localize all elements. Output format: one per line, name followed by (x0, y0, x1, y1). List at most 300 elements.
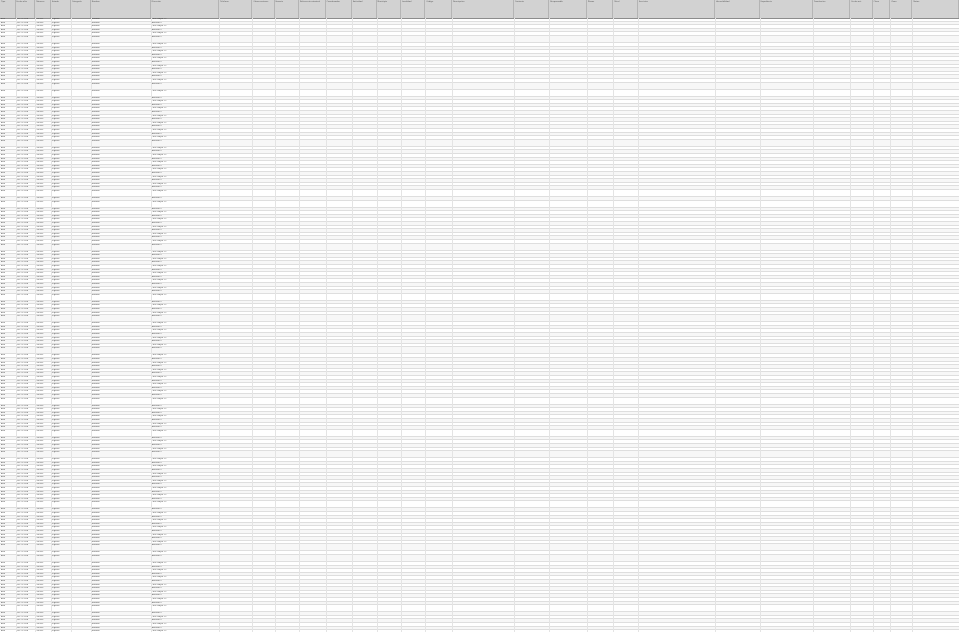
table-cell[interactable]: 36-001 (36, 397, 44, 400)
table-cell[interactable]: Calle Mayor 12 (151, 57, 167, 60)
table-cell[interactable]: Alta (1, 436, 5, 439)
table-cell[interactable]: Avenida 3 (151, 68, 162, 71)
table-cell[interactable]: Alta (1, 562, 5, 564)
table-cell[interactable]: Alta (1, 343, 5, 346)
table-cell[interactable]: Nombre (91, 96, 100, 99)
column-header[interactable]: Número (35, 0, 51, 18)
table-cell[interactable]: Avenida 3 (151, 372, 162, 375)
table-cell[interactable]: 2017-12-06 (16, 82, 29, 85)
table-cell[interactable]: 36-002 (36, 21, 44, 24)
table-cell[interactable]: Avenida 3 (151, 275, 162, 278)
table-cell[interactable]: 36-002 (36, 508, 44, 511)
table-cell[interactable]: 36-001 (36, 540, 44, 543)
table-cell[interactable]: Calle Mayor 12 (151, 583, 167, 586)
table-cell[interactable]: 2017-12-06 (16, 394, 29, 396)
table-cell[interactable]: 36-002 (36, 619, 44, 622)
table-cell[interactable]: 2017-12-06 (16, 415, 29, 418)
table-cell[interactable]: Alta (1, 114, 5, 117)
table-cell[interactable]: 36-002 (36, 333, 44, 335)
column-header[interactable]: Fecha alta (16, 0, 36, 18)
table-cell[interactable]: Alta (1, 222, 5, 224)
table-cell[interactable]: Alta (1, 146, 5, 149)
table-cell[interactable]: Nombre (91, 408, 100, 411)
table-cell[interactable]: Avenida 3 (151, 451, 162, 454)
table-cell[interactable]: 36-002 (36, 197, 44, 199)
table-cell[interactable]: Nombre (91, 422, 100, 425)
table-cell[interactable]: Vigente (51, 587, 60, 590)
table-cell[interactable]: Nombre (91, 211, 100, 214)
table-cell[interactable]: Nombre (91, 444, 100, 446)
table-cell[interactable]: Vigente (51, 390, 60, 393)
table-cell[interactable]: Alta (1, 279, 5, 282)
table-cell[interactable]: Alta (1, 125, 5, 128)
table-cell[interactable]: Nombre (91, 587, 100, 590)
table-cell[interactable]: 36-002 (36, 261, 44, 264)
table-cell[interactable]: Alta (1, 111, 5, 113)
table-cell[interactable]: Vigente (51, 304, 60, 307)
table-cell[interactable]: Calle Mayor 12 (151, 200, 167, 203)
table-cell[interactable]: Alta (1, 590, 5, 593)
table-cell[interactable]: Avenida 3 (151, 214, 162, 217)
table-cell[interactable]: Calle Mayor 12 (151, 569, 167, 572)
table-cell[interactable]: Vigente (51, 132, 60, 135)
table-cell[interactable]: Vigente (51, 490, 60, 493)
table-cell[interactable]: Avenida 3 (151, 103, 162, 106)
table-cell[interactable]: Vigente (51, 565, 60, 568)
table-cell[interactable]: Nombre (91, 283, 100, 285)
table-cell[interactable]: 36-002 (36, 386, 44, 389)
table-cell[interactable]: Vigente (51, 254, 60, 257)
table-cell[interactable]: Alta (1, 376, 5, 378)
table-cell[interactable]: Nombre (91, 440, 100, 443)
table-cell[interactable]: Alta (1, 300, 5, 303)
table-cell[interactable]: Nombre (91, 240, 100, 242)
table-cell[interactable]: Alta (1, 179, 5, 182)
table-cell[interactable]: Vigente (51, 508, 60, 511)
table-cell[interactable]: Alta (1, 404, 5, 407)
table-cell[interactable]: Avenida 3 (151, 254, 162, 257)
column-header[interactable]: Tramitación (813, 0, 851, 18)
column-header[interactable]: Observaciones (252, 0, 274, 18)
table-cell[interactable]: 2017-12-06 (16, 544, 29, 547)
table-cell[interactable]: Nombre (91, 354, 100, 357)
table-cell[interactable]: Calle Mayor 12 (151, 225, 167, 228)
table-cell[interactable]: Calle Mayor 12 (151, 322, 167, 325)
table-cell[interactable]: 2017-12-06 (16, 630, 29, 632)
table-cell[interactable]: Calle Mayor 12 (151, 422, 167, 425)
table-cell[interactable]: Vigente (51, 526, 60, 529)
table-cell[interactable]: 2017-12-06 (16, 197, 29, 199)
table-cell[interactable]: 36-001 (36, 415, 44, 418)
table-cell[interactable]: 2017-12-06 (16, 483, 29, 486)
table-cell[interactable]: Vigente (51, 257, 60, 260)
table-cell[interactable]: 36-002 (36, 268, 44, 271)
table-cell[interactable]: Nombre (91, 544, 100, 547)
table-cell[interactable]: Alta (1, 623, 5, 625)
table-cell[interactable]: Vigente (51, 576, 60, 579)
table-cell[interactable]: Calle Mayor 12 (151, 343, 167, 346)
table-cell[interactable]: Alta (1, 587, 5, 590)
table-cell[interactable]: 2017-12-06 (16, 562, 29, 564)
table-cell[interactable]: 36-002 (36, 411, 44, 414)
table-cell[interactable]: 2017-12-06 (16, 583, 29, 586)
table-cell[interactable]: 2017-12-06 (16, 32, 29, 35)
table-cell[interactable]: Calle Mayor 12 (151, 265, 167, 267)
table-cell[interactable]: Alta (1, 354, 5, 357)
table-cell[interactable]: Vigente (51, 630, 60, 632)
table-cell[interactable]: 2017-12-06 (16, 279, 29, 282)
table-cell[interactable]: 36-001 (36, 64, 44, 67)
table-cell[interactable]: Vigente (51, 32, 60, 35)
table-cell[interactable]: Alta (1, 583, 5, 586)
table-cell[interactable]: 36-001 (36, 211, 44, 214)
table-cell[interactable]: Nombre (91, 61, 100, 63)
table-cell[interactable]: Alta (1, 411, 5, 414)
table-cell[interactable]: Avenida 3 (151, 555, 162, 557)
table-row[interactable] (0, 451, 959, 458)
table-cell[interactable]: Alta (1, 333, 5, 335)
table-cell[interactable]: Vigente (51, 293, 60, 296)
table-cell[interactable]: Vigente (51, 440, 60, 443)
table-cell[interactable]: 36-002 (36, 436, 44, 439)
table-cell[interactable]: Nombre (91, 25, 100, 28)
table-cell[interactable]: Nombre (91, 322, 100, 325)
table-cell[interactable]: Vigente (51, 18, 60, 20)
table-cell[interactable]: Alta (1, 103, 5, 106)
table-cell[interactable]: Vigente (51, 21, 60, 24)
table-cell[interactable]: Alta (1, 379, 5, 382)
table-cell[interactable]: 36-001 (36, 336, 44, 339)
table-cell[interactable]: Nombre (91, 623, 100, 625)
table-cell[interactable]: 36-002 (36, 358, 44, 360)
table-cell[interactable]: 36-002 (36, 243, 44, 246)
table-cell[interactable]: 2017-12-06 (16, 100, 29, 103)
table-cell[interactable]: 2017-12-06 (16, 429, 29, 432)
table-cell[interactable]: Nombre (91, 290, 100, 293)
table-cell[interactable]: Avenida 3 (151, 394, 162, 396)
table-cell[interactable]: 36-001 (36, 100, 44, 103)
table-cell[interactable]: 2017-12-06 (16, 315, 29, 318)
table-cell[interactable]: Alta (1, 229, 5, 232)
table-cell[interactable]: Vigente (51, 472, 60, 475)
table-cell[interactable]: Calle Mayor 12 (151, 354, 167, 357)
table-cell[interactable]: Nombre (91, 179, 100, 182)
table-cell[interactable]: 2017-12-06 (16, 154, 29, 156)
table-cell[interactable]: 2017-12-06 (16, 497, 29, 500)
table-cell[interactable]: Alta (1, 501, 5, 504)
table-cell[interactable]: 2017-12-06 (16, 422, 29, 425)
table-cell[interactable]: Nombre (91, 347, 100, 350)
table-cell[interactable]: Calle Mayor 12 (151, 465, 167, 468)
table-cell[interactable]: 2017-12-06 (16, 343, 29, 346)
table-cell[interactable]: Vigente (51, 329, 60, 332)
table-cell[interactable]: Vigente (51, 236, 60, 239)
table-cell[interactable]: Nombre (91, 383, 100, 386)
table-cell[interactable]: 2017-12-06 (16, 576, 29, 579)
table-cell[interactable]: Alta (1, 89, 5, 92)
table-cell[interactable]: Nombre (91, 68, 100, 71)
table-cell[interactable]: Alta (1, 107, 5, 110)
table-cell[interactable]: Nombre (91, 190, 100, 192)
table-cell[interactable]: 36-002 (36, 365, 44, 368)
table-cell[interactable]: 2017-12-06 (16, 580, 29, 582)
table-cell[interactable]: 2017-12-06 (16, 214, 29, 217)
table-cell[interactable]: Nombre (91, 429, 100, 432)
table-cell[interactable]: 2017-12-06 (16, 265, 29, 267)
table-cell[interactable]: 36-002 (36, 179, 44, 182)
table-cell[interactable]: Nombre (91, 565, 100, 568)
table-cell[interactable]: 36-001 (36, 569, 44, 572)
table-cell[interactable]: Vigente (51, 487, 60, 489)
table-cell[interactable]: 36-001 (36, 583, 44, 586)
table-cell[interactable]: 36-002 (36, 96, 44, 99)
table-cell[interactable]: Vigente (51, 64, 60, 67)
column-header[interactable]: Teléfono (219, 0, 252, 18)
table-cell[interactable]: Avenida 3 (151, 594, 162, 597)
table-cell[interactable]: 36-001 (36, 232, 44, 235)
table-cell[interactable]: Alta (1, 533, 5, 536)
table-cell[interactable]: Alta (1, 75, 5, 78)
table-cell[interactable]: 2017-12-06 (16, 397, 29, 400)
table-cell[interactable]: Avenida 3 (151, 490, 162, 493)
table-cell[interactable]: 36-002 (36, 469, 44, 471)
table-cell[interactable]: 36-002 (36, 347, 44, 350)
table-cell[interactable]: Vigente (51, 461, 60, 464)
table-cell[interactable]: Vigente (51, 590, 60, 593)
table-cell[interactable]: 2017-12-06 (16, 136, 29, 139)
table-cell[interactable]: 36-001 (36, 250, 44, 253)
table-cell[interactable]: Alta (1, 261, 5, 264)
table-cell[interactable]: Avenida 3 (151, 544, 162, 547)
table-cell[interactable]: Nombre (91, 243, 100, 246)
table-cell[interactable]: 36-002 (36, 572, 44, 575)
table-cell[interactable]: Vigente (51, 394, 60, 396)
column-header[interactable]: Horario (275, 0, 299, 18)
table-cell[interactable]: Vigente (51, 419, 60, 421)
table-cell[interactable]: Calle Mayor 12 (151, 605, 167, 608)
table-cell[interactable]: Vigente (51, 103, 60, 106)
table-cell[interactable]: Vigente (51, 175, 60, 178)
table-cell[interactable]: 2017-12-06 (16, 469, 29, 471)
table-cell[interactable]: Nombre (91, 186, 100, 189)
table-cell[interactable]: Vigente (51, 426, 60, 429)
table-cell[interactable]: Nombre (91, 200, 100, 203)
table-cell[interactable]: Nombre (91, 605, 100, 608)
table-row[interactable] (0, 90, 959, 97)
table-cell[interactable]: 36-002 (36, 555, 44, 557)
table-cell[interactable]: Avenida 3 (151, 118, 162, 121)
table-cell[interactable]: 36-002 (36, 111, 44, 113)
table-cell[interactable]: Nombre (91, 161, 100, 164)
table-cell[interactable]: 2017-12-06 (16, 257, 29, 260)
table-cell[interactable]: 36-001 (36, 18, 44, 20)
table-cell[interactable]: 36-002 (36, 419, 44, 421)
table-row[interactable] (0, 555, 959, 562)
table-cell[interactable]: Calle Mayor 12 (151, 250, 167, 253)
table-cell[interactable]: Alta (1, 444, 5, 446)
table-cell[interactable]: Vigente (51, 519, 60, 522)
table-cell[interactable]: Vigente (51, 200, 60, 203)
table-cell[interactable]: Alta (1, 325, 5, 328)
table-cell[interactable]: Vigente (51, 368, 60, 371)
table-cell[interactable]: 36-001 (36, 479, 44, 482)
table-cell[interactable]: Calle Mayor 12 (151, 25, 167, 28)
table-cell[interactable]: Calle Mayor 12 (151, 71, 167, 74)
table-cell[interactable]: Nombre (91, 261, 100, 264)
table-cell[interactable]: 2017-12-06 (16, 96, 29, 99)
table-cell[interactable]: Vigente (51, 444, 60, 446)
table-cell[interactable]: 2017-12-06 (16, 225, 29, 228)
table-cell[interactable]: Alta (1, 594, 5, 597)
table-cell[interactable]: Calle Mayor 12 (151, 472, 167, 475)
table-cell[interactable]: Vigente (51, 311, 60, 314)
table-cell[interactable]: 36-002 (36, 275, 44, 278)
table-cell[interactable]: Alta (1, 211, 5, 214)
table-cell[interactable]: Alta (1, 293, 5, 296)
column-header[interactable]: Plazas (587, 0, 614, 18)
table-cell[interactable]: Alta (1, 197, 5, 199)
table-cell[interactable]: 36-002 (36, 587, 44, 590)
table-cell[interactable]: Alta (1, 447, 5, 450)
table-cell[interactable]: Vigente (51, 601, 60, 604)
table-cell[interactable]: 2017-12-06 (16, 444, 29, 446)
table-cell[interactable]: Vigente (51, 397, 60, 400)
table-cell[interactable]: Vigente (51, 100, 60, 103)
column-header[interactable]: Nivel (613, 0, 637, 18)
column-header[interactable]: Categoría (71, 0, 91, 18)
column-header[interactable]: Municipio (377, 0, 401, 18)
table-cell[interactable]: Nombre (91, 601, 100, 604)
table-cell[interactable]: Calle Mayor 12 (151, 114, 167, 117)
table-cell[interactable]: Avenida 3 (151, 426, 162, 429)
table-cell[interactable]: Vigente (51, 530, 60, 532)
table-cell[interactable]: 36-002 (36, 36, 44, 38)
table-cell[interactable]: Nombre (91, 333, 100, 335)
table-cell[interactable]: Alta (1, 572, 5, 575)
column-header[interactable]: Dirección (151, 0, 220, 18)
table-cell[interactable]: Calle Mayor 12 (151, 286, 167, 289)
table-row[interactable] (0, 430, 959, 437)
table-cell[interactable]: 2017-12-06 (16, 594, 29, 597)
table-cell[interactable]: Nombre (91, 419, 100, 421)
table-cell[interactable]: 36-002 (36, 132, 44, 135)
table-cell[interactable]: Nombre (91, 75, 100, 78)
table-cell[interactable]: Avenida 3 (151, 325, 162, 328)
table-cell[interactable]: 36-001 (36, 623, 44, 625)
table-cell[interactable]: Vigente (51, 626, 60, 629)
table-cell[interactable]: Vigente (51, 139, 60, 142)
table-cell[interactable]: Nombre (91, 225, 100, 228)
table-cell[interactable]: Alta (1, 551, 5, 554)
table-cell[interactable]: Avenida 3 (151, 619, 162, 622)
table-cell[interactable]: Alta (1, 515, 5, 518)
table-cell[interactable]: 2017-12-06 (16, 157, 29, 160)
table-cell[interactable]: Calle Mayor 12 (151, 43, 167, 45)
table-cell[interactable]: Nombre (91, 551, 100, 554)
table-cell[interactable]: Nombre (91, 293, 100, 296)
table-cell[interactable]: Vigente (51, 540, 60, 543)
table-cell[interactable]: 2017-12-06 (16, 222, 29, 224)
table-cell[interactable]: 2017-12-06 (16, 426, 29, 429)
table-cell[interactable]: Alta (1, 408, 5, 411)
table-cell[interactable]: 36-002 (36, 315, 44, 318)
table-cell[interactable]: Avenida 3 (151, 436, 162, 439)
table-cell[interactable]: 2017-12-06 (16, 36, 29, 38)
table-cell[interactable]: Calle Mayor 12 (151, 576, 167, 579)
table-cell[interactable]: Vigente (51, 551, 60, 554)
table-cell[interactable]: Nombre (91, 100, 100, 103)
table-cell[interactable]: 36-001 (36, 218, 44, 221)
table-cell[interactable]: Nombre (91, 508, 100, 511)
table-cell[interactable]: Nombre (91, 562, 100, 564)
table-cell[interactable]: 2017-12-06 (16, 132, 29, 135)
table-cell[interactable]: 2017-12-06 (16, 494, 29, 497)
table-cell[interactable]: Alta (1, 358, 5, 360)
table-cell[interactable]: Avenida 3 (151, 358, 162, 360)
table-cell[interactable]: Alta (1, 390, 5, 393)
column-header[interactable]: Localidad (401, 0, 425, 18)
table-cell[interactable]: 36-001 (36, 361, 44, 364)
table-cell[interactable]: Avenida 3 (151, 530, 162, 532)
table-cell[interactable]: 2017-12-06 (16, 515, 29, 518)
table-cell[interactable]: 2017-12-06 (16, 290, 29, 293)
table-cell[interactable]: Avenida 3 (151, 283, 162, 285)
table-cell[interactable]: Alta (1, 519, 5, 522)
table-cell[interactable]: 2017-12-06 (16, 626, 29, 629)
table-cell[interactable]: Nombre (91, 18, 100, 20)
table-cell[interactable]: Nombre (91, 469, 100, 471)
table-cell[interactable]: Alta (1, 469, 5, 471)
table-cell[interactable]: 2017-12-06 (16, 50, 29, 53)
table-cell[interactable]: 36-001 (36, 526, 44, 529)
table-cell[interactable]: Avenida 3 (151, 157, 162, 160)
table-cell[interactable]: Vigente (51, 218, 60, 221)
table-cell[interactable]: Alta (1, 540, 5, 543)
table-cell[interactable]: 2017-12-06 (16, 533, 29, 536)
table-cell[interactable]: Alta (1, 157, 5, 160)
table-cell[interactable]: Vigente (51, 562, 60, 564)
table-cell[interactable]: 2017-12-06 (16, 103, 29, 106)
table-cell[interactable]: Vigente (51, 43, 60, 45)
column-header[interactable]: Accesibilidad (715, 0, 759, 18)
table-cell[interactable]: 36-001 (36, 25, 44, 28)
table-cell[interactable]: 36-002 (36, 157, 44, 160)
table-cell[interactable]: Nombre (91, 71, 100, 74)
table-cell[interactable]: 36-001 (36, 57, 44, 60)
table-cell[interactable]: Nombre (91, 125, 100, 128)
table-cell[interactable]: Nombre (91, 79, 100, 81)
table-cell[interactable]: Nombre (91, 275, 100, 278)
table-cell[interactable]: Vigente (51, 383, 60, 386)
table-cell[interactable]: Calle Mayor 12 (151, 311, 167, 314)
table-cell[interactable]: Calle Mayor 12 (151, 429, 167, 432)
table-cell[interactable]: Vigente (51, 182, 60, 185)
table-cell[interactable]: Nombre (91, 146, 100, 149)
table-cell[interactable]: Calle Mayor 12 (151, 100, 167, 103)
table-cell[interactable]: Vigente (51, 82, 60, 85)
table-cell[interactable]: 36-001 (36, 512, 44, 514)
table-cell[interactable]: 36-001 (36, 71, 44, 74)
table-cell[interactable]: Vigente (51, 476, 60, 479)
table-cell[interactable]: Vigente (51, 436, 60, 439)
table-cell[interactable]: Calle Mayor 12 (151, 501, 167, 504)
table-cell[interactable]: 2017-12-06 (16, 376, 29, 378)
table-cell[interactable]: Alta (1, 82, 5, 85)
table-cell[interactable]: Nombre (91, 43, 100, 45)
table-cell[interactable]: Alta (1, 347, 5, 350)
table-cell[interactable]: 36-002 (36, 61, 44, 63)
table-cell[interactable]: Vigente (51, 164, 60, 167)
